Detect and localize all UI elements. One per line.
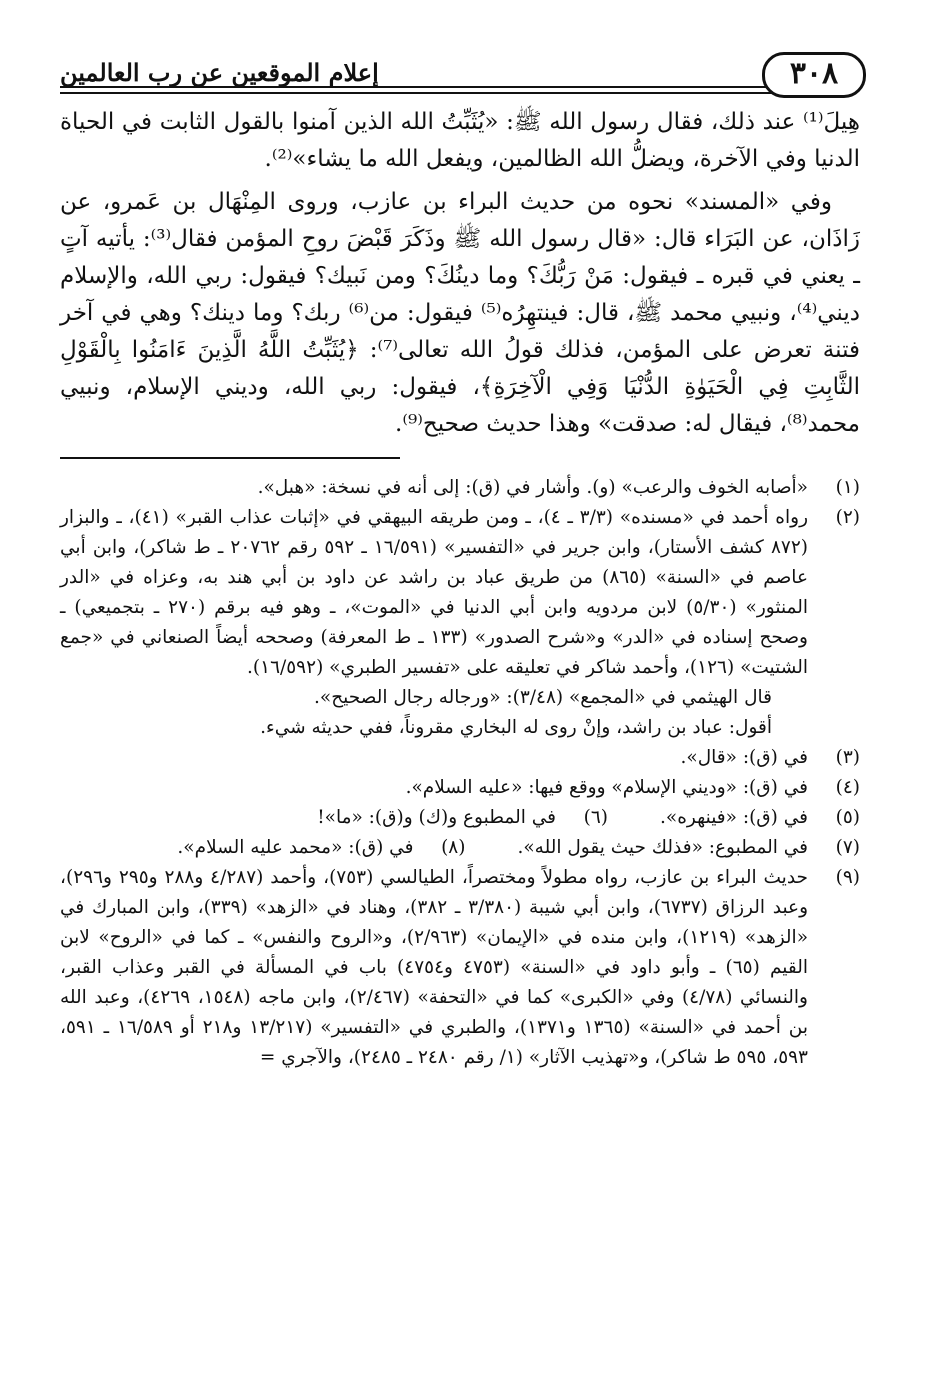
footnote-subtext: أقول: عباد بن راشد، وإنْ روى له البخاري مقروناً، ففي حديثه شيء. bbox=[260, 717, 772, 738]
footnote bbox=[60, 743, 860, 773]
header-rule bbox=[60, 86, 780, 88]
footnote-text: في (ق): «وديني الإسلام» ووقع فيها: «عليه السلام». bbox=[405, 777, 808, 798]
paragraph-1: هِيلَ⁽¹⁾ عند ذلك، فقال رسول الله ﷺ: «يُثَبِّتُ الله الذين آمنوا بالقول الثابت في الحياة الدنيا وفي الآخرة، ويضلُّ الله الظالمين، ويفعل الله ما يشاء»⁽²⁾. bbox=[60, 109, 860, 172]
footnote bbox=[517, 833, 860, 863]
main-text bbox=[60, 104, 860, 443]
footnote-separator bbox=[60, 457, 400, 459]
footnote-text: في المطبوع و(ك) و(ق): «ما»! bbox=[317, 807, 556, 828]
footnote-number: (٤) bbox=[835, 777, 860, 798]
footnote-row bbox=[60, 803, 860, 833]
footnote-row bbox=[60, 833, 860, 863]
footnote-subtext: قال الهيثمي في «المجمع» (٣/٤٨): «ورجاله رجال الصحيح». bbox=[314, 687, 772, 708]
footnotes bbox=[60, 473, 860, 1073]
footnote-text: «أصابه الخوف والرعب» (و). وأشار في (ق): إلى أنه في نسخة: «هبل». bbox=[257, 477, 808, 498]
footnote bbox=[60, 863, 860, 1073]
footnote-text: حديث البراء بن عازب، رواه مطولاً ومختصراً، الطيالسي (٧٥٣)، وأحمد (٤/٢٨٧ و٢٨٨ و٢٩٥ و٢٩٦)، وعبد الرزاق (٦٧٣٧)، وابن أبي شيبة (٣/٣٨٠ ـ ٣٨٢)، وهناد في «الزهد» (٣٣٩)، وابن المبارك في «الزهد» (١٢١٩)، وابن منده في «الإيمان» (٢/٩٦٣)، و«الروح والنفس» ـ كما في «الروح» لابن القيم (٦٥) ـ وأبو داود في «السنة» (٤٧٥٣ و٤٧٥٤) باب في المسألة في القبر وعذاب القبر، والنسائي (٤/٧٨) وفي «الكبرى» كما في «التحفة» (٢/٤٦٧)، وابن ماجه (١٥٤٨، ٤٢٦٩)، وعبد الله بن أحمد في «السنة» (١٣٦٥ و١٣٧١)، والطبري في «التفسير» (١٣/٢١٧ و٢١٨ أو ١٦/٥٨٩ ـ ٥٩١، ٥٩٣، ٥٩٥ ط شاكر)، و«تهذيب الآثار» (١/ رقم ٢٤٨٠ ـ ٢٤٨٥)، والآجري = bbox=[60, 867, 809, 1068]
footnote-number: (٣) bbox=[835, 747, 860, 768]
footnote-number: (٥) bbox=[835, 807, 860, 828]
footnote-text: رواه أحمد في «مسنده» (٣/٣ ـ ٤)، ـ ومن طريقه البيهقي في «إثبات عذاب القبر» (٤١)، ـ والبزار (٨٧٢ كشف الأستار)، وابن جرير في «التفسير» (١٦/٥٩١ ـ ٥٩٢ رقم ٢٠٧٦٢ ـ ط شاكر)، وابن أبي عاصم في «السنة» (٨٦٥) من طريق عباد بن راشد عن داود بن أبي هند به، وعزاه في «الدر المنثور» (٥/٣٠) لابن مردويه وابن أبي الدنيا في «الموت»، ـ وهو فيه برقم (٢٧٠ ـ بتجميعي) ـ وصحح إسناده في «الدر» و«شرح الصدور» (١٣٣ ـ ط المعرفة) وصححه أيضاً الصنعاني في «جمع الشتيت» (١٢٦)، وأحمد شاكر في تعليقه على «تفسير الطبري» (١٦/٥٩٢). bbox=[60, 507, 809, 678]
footnote bbox=[60, 503, 860, 743]
footnote-text: في (ق): «محمد عليه السلام». bbox=[177, 837, 414, 858]
footnote-number: (٧) bbox=[835, 837, 860, 858]
footnote-text: في (ق): «فينهره». bbox=[660, 807, 808, 828]
footnote-number: (٦) bbox=[583, 807, 608, 828]
footnote-number: (١) bbox=[835, 477, 860, 498]
footnote-text: في المطبوع: «فذلك حيث يقول الله». bbox=[517, 837, 808, 858]
footnote-text: في (ق): «قال». bbox=[680, 747, 808, 768]
footnote bbox=[317, 803, 608, 833]
page-number: ٣٠٨ bbox=[762, 52, 866, 98]
book-page bbox=[60, 40, 860, 1340]
header-rule bbox=[60, 92, 780, 94]
footnote bbox=[660, 803, 860, 833]
footnote-number: (٨) bbox=[441, 837, 466, 858]
footnote-number: (٢) bbox=[835, 507, 860, 528]
footnote-number: (٩) bbox=[835, 867, 860, 888]
running-title: إعلام الموقعين عن رب العالمين bbox=[60, 58, 379, 87]
footnote bbox=[60, 473, 860, 503]
paragraph-2: وفي «المسند» نحوه من حديث البراء بن عازب، وروى المِنْهَال بن عَمرو، عن زَاذَان، عن البَرَاء قال: «قال رسول الله ﷺ وذَكَرَ قَبْضَ روحِ المؤمن فقال⁽³⁾: يأتيه آتٍ ـ يعني في قبره ـ فيقول: مَنْ رَبُّكَ؟ وما دينُكَ؟ ومن نَبيك؟ فيقول: ربي الله، والإسلام ديني⁽⁴⁾، ونبيي محمد ﷺ، قال: فينتهِرُه⁽⁵⁾ فيقول: من⁽⁶⁾ ربك؟ وما دينك؟ وهي في آخر فتنة تعرض على المؤمن، فذلك قولُ الله تعالى⁽⁷⁾: ﴿يُثَبِّتُ اللَّهُ الَّذِينَ ءَامَنُوا بِالْقَوْلِ الثَّابِتِ فِي الْحَيَوٰةِ الدُّنْيَا وَفِي الْآخِرَةِ﴾، فيقول: ربي الله، وديني الإسلام، ونبيي محمد⁽⁸⁾، فيقال له: صدقت» وهذا حديث صحيح⁽⁹⁾. bbox=[60, 189, 860, 437]
footnote bbox=[60, 773, 860, 803]
page-header bbox=[60, 40, 860, 96]
footnote bbox=[177, 833, 465, 863]
